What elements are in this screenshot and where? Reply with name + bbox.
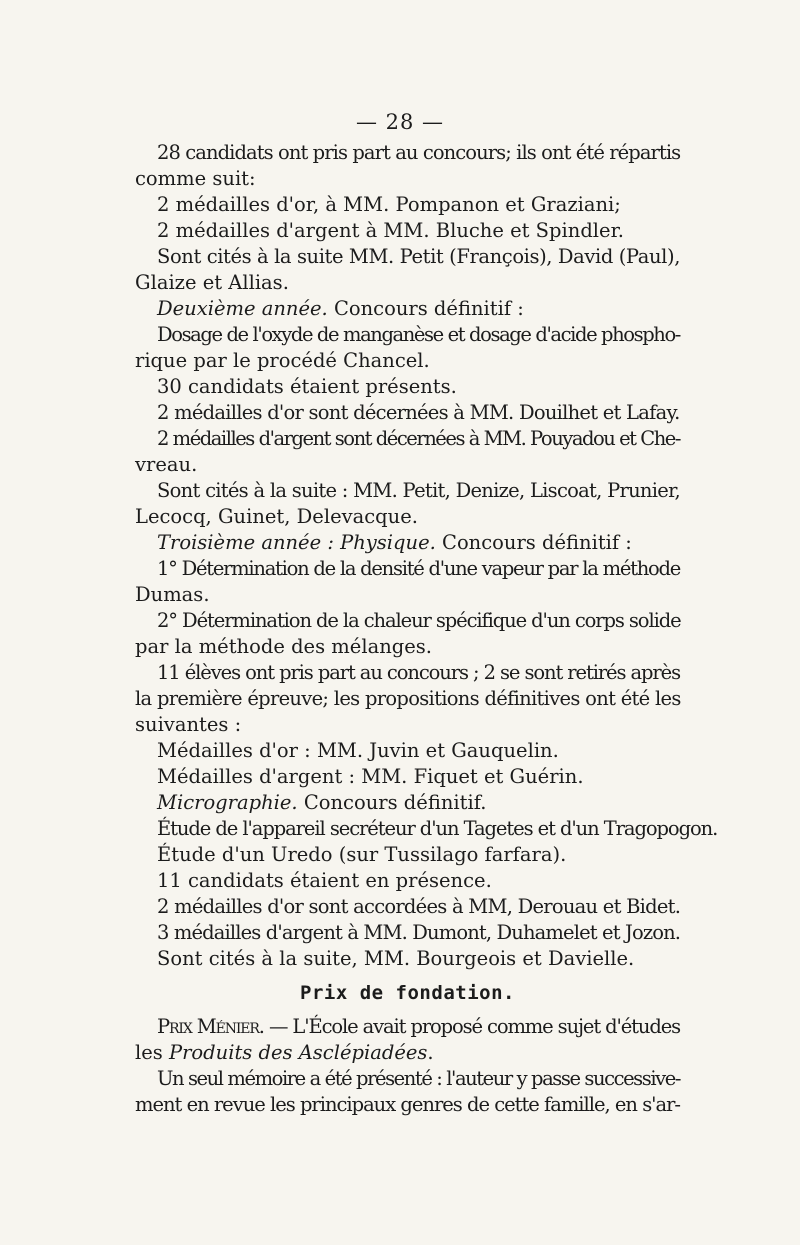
text-line: suivantes :: [135, 713, 242, 736]
text-line: 11 élèves ont pris part au concours ; 2 se sont retirés après: [157, 661, 680, 684]
text-line: 2 médailles d'argent à MM. Bluche et Spindler.: [157, 219, 624, 242]
text-line: 3 médailles d'argent à MM. Dumont, Duhamelet et Jozon.: [157, 921, 681, 944]
text-fragment: Concours définitif.: [297, 791, 487, 814]
section-label-deuxieme: Deuxième année.: [157, 297, 328, 320]
text-line: 2 médailles d'argent sont décernées à MM. Pouyadou et Che-: [157, 427, 680, 450]
text-line: Lecocq, Guinet, Delevacque.: [135, 505, 418, 528]
page-number: — 28 —: [355, 110, 445, 134]
text-line: rique par le procédé Chancel.: [135, 349, 430, 372]
section-label-prix-menier: Prix Ménier.: [157, 1015, 264, 1038]
text-line: Sont cités à la suite : MM. Petit, Denize, Liscoat, Prunier,: [157, 479, 680, 502]
text-line: 11 candidats étaient en présence.: [157, 869, 492, 892]
text-line: Sont cités à la suite, MM. Bourgeois et Davielle.: [157, 947, 635, 970]
text-line: Étude de l'appareil secréteur d'un Tagetes et d'un Tragopogon.: [157, 817, 718, 840]
section-label-troisieme: Troisième année : Physique.: [157, 531, 436, 554]
text-line: Médailles d'or : MM. Juvin et Gauquelin.: [157, 739, 559, 762]
text-line: Dosage de l'oxyde de manganèse et dosage d'acide phospho-: [157, 323, 680, 346]
text-fragment: .: [427, 1041, 434, 1064]
text-line: par la méthode des mélanges.: [135, 635, 432, 658]
text-fragment: Concours définitif :: [435, 531, 632, 554]
text-line: Dumas.: [135, 583, 210, 606]
text-line: 2° Détermination de la chaleur spécifique d'un corps solide: [157, 609, 681, 632]
section-line-deuxieme: [135, 296, 680, 322]
text-line: Glaize et Allias.: [135, 271, 289, 294]
section-line-prix-menier: [135, 1014, 680, 1040]
text-line: ment en revue les principaux genres de cette famille, en s'ar-: [135, 1093, 680, 1116]
text-line: Sont cités à la suite MM. Petit (François), David (Paul),: [157, 245, 680, 268]
section-line-troisieme: [135, 530, 680, 556]
text-line: Étude d'un Uredo (sur Tussilago farfara).: [157, 843, 567, 866]
text-fragment: les: [135, 1041, 169, 1064]
text-line: comme suit:: [135, 167, 256, 190]
text-line: 2 médailles d'or sont accordées à MM, Derouau et Bidet.: [157, 895, 681, 918]
text-line: Un seul mémoire a été présenté : l'auteur y passe successive-: [157, 1067, 680, 1090]
text-fragment: Concours définitif :: [327, 297, 524, 320]
text-line: 2 médailles d'or, à MM. Pompanon et Graziani;: [157, 193, 621, 216]
text-line: 30 candidats étaient présents.: [157, 375, 457, 398]
body-text: [135, 140, 718, 1118]
section-label-micrographie: Micrographie.: [157, 791, 298, 814]
text-line: 1° Détermination de la densité d'une vapeur par la méthode: [157, 557, 680, 580]
text-line: [135, 1040, 680, 1066]
section-heading: Prix de fondation.: [300, 982, 515, 1004]
text-line: la première épreuve; les propositions définitives ont été les: [135, 687, 681, 710]
title-fragment: Produits des Asclépiadées: [168, 1041, 428, 1064]
section-line-micrographie: [135, 790, 680, 816]
text-line: 2 médailles d'or sont décernées à MM. Douilhet et Lafay.: [157, 401, 680, 424]
text-line: 28 candidats ont pris part au concours; ils ont été répartis: [157, 141, 681, 164]
text-line: Médailles d'argent : MM. Fiquet et Guérin.: [157, 765, 584, 788]
text-fragment: — L'École avait proposé comme sujet d'études: [263, 1015, 681, 1038]
text-line: vreau.: [135, 453, 198, 476]
